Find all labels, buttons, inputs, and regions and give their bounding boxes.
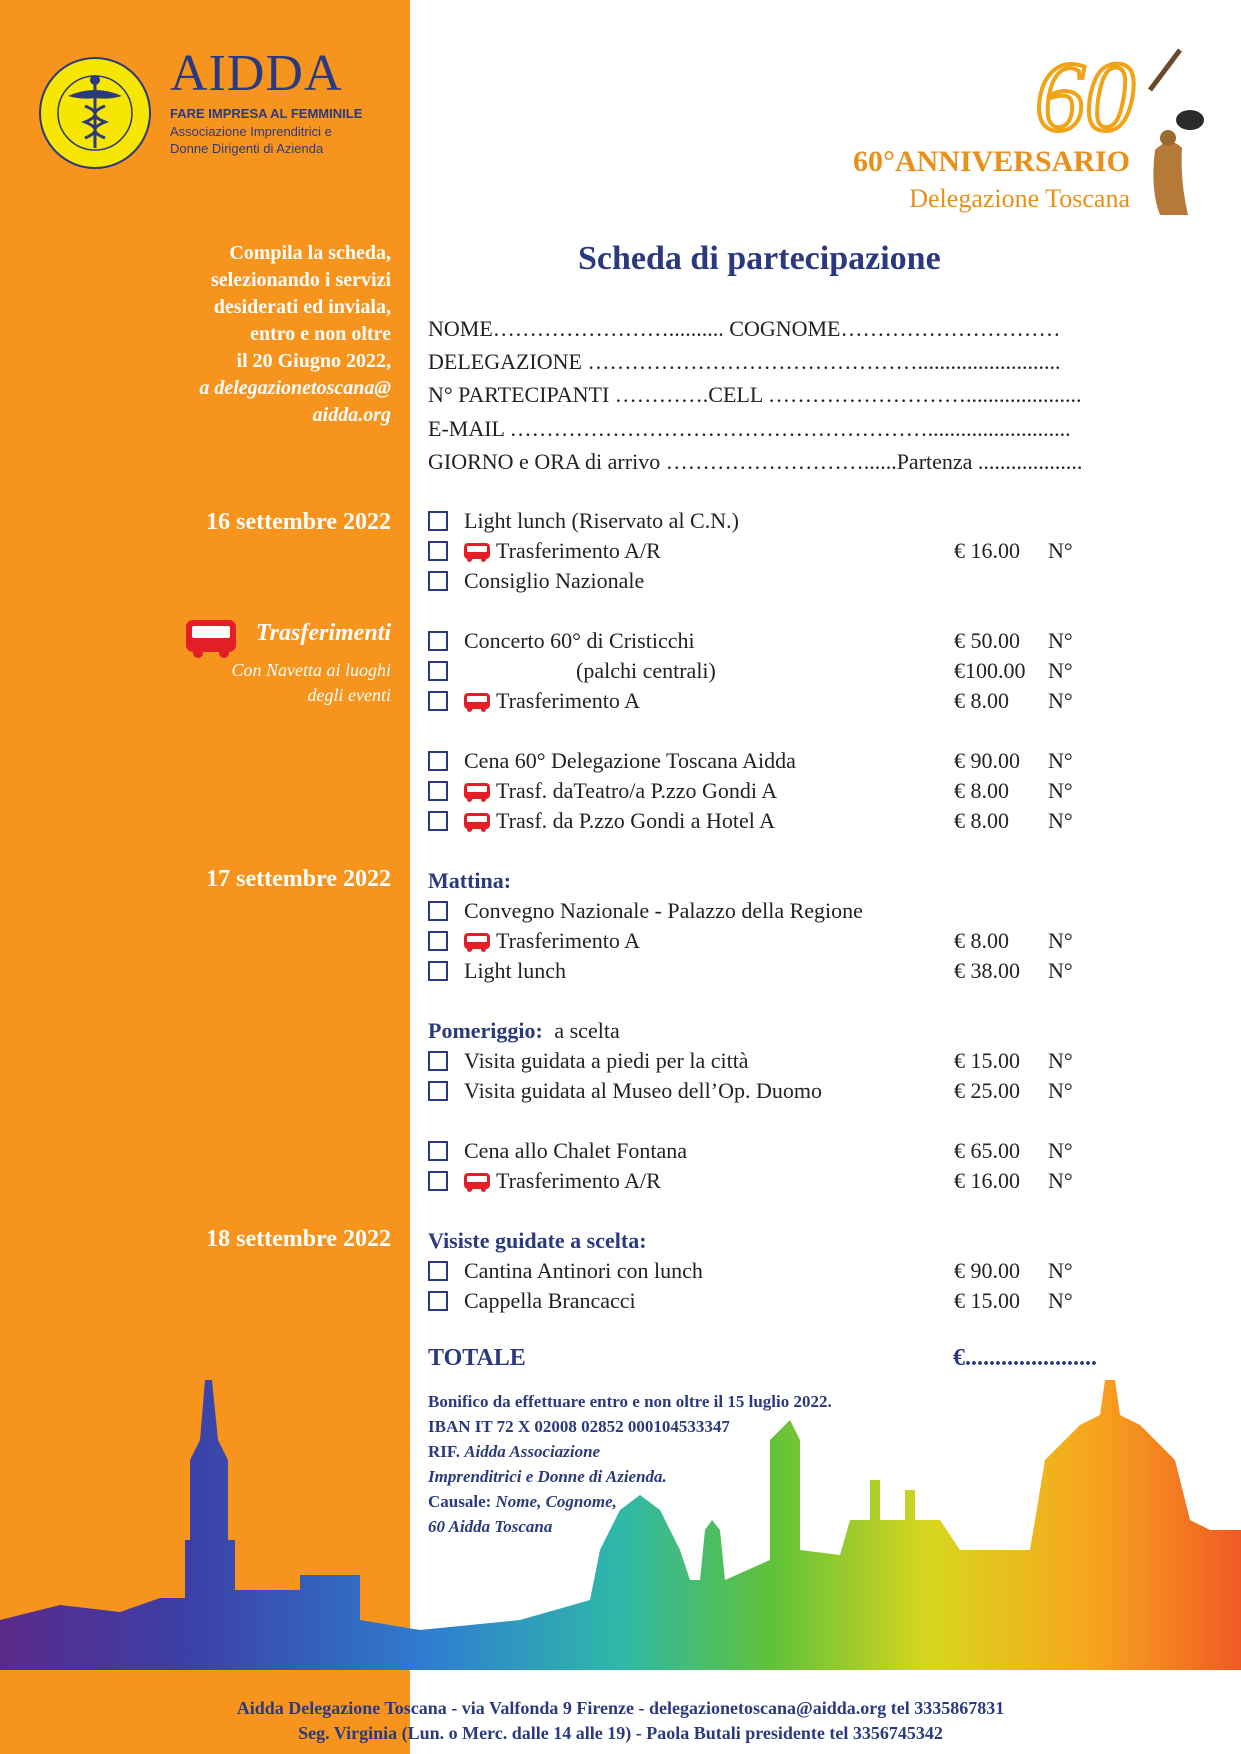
section-pomeriggio-note: a scelta [554, 1018, 620, 1043]
checkbox[interactable] [428, 691, 448, 711]
item-label: Convegno Nazionale - Palazzo della Regione [464, 898, 863, 923]
item-row [428, 688, 1088, 716]
item-label: Cena 60° Delegazione Toscana Aidda [464, 748, 796, 773]
item-price: € 15.00 [954, 1288, 1020, 1313]
item-price: € 90.00 [954, 1258, 1020, 1283]
item-label: Cena allo Chalet Fontana [464, 1138, 687, 1163]
item-row [428, 658, 1088, 686]
item-row [428, 808, 1088, 836]
item-row [428, 1168, 1088, 1196]
item-quantity[interactable]: N° [1048, 1258, 1073, 1283]
item-label: Concerto 60° di Cristicchi [464, 628, 695, 653]
item-quantity[interactable]: N° [1048, 1288, 1073, 1313]
item-label: Light lunch (Riservato al C.N.) [464, 508, 739, 533]
total-label: TOTALE [428, 1345, 526, 1371]
item-row [428, 1078, 1088, 1106]
item-row [428, 568, 1088, 596]
payment-iban: IBAN IT 72 X 02008 02852 000104533347 [428, 1417, 730, 1436]
intro-line: entro e non oltre [250, 323, 391, 345]
item-quantity[interactable]: N° [1048, 1048, 1073, 1073]
section-pomeriggio-label: Pomeriggio: [428, 1018, 543, 1043]
checkbox[interactable] [428, 1081, 448, 1101]
transfer-title: Trasferimenti [255, 620, 391, 646]
date-16-sept: 16 settembre 2022 [206, 509, 391, 535]
item-quantity[interactable]: N° [1048, 748, 1073, 773]
item-price: € 65.00 [954, 1138, 1020, 1163]
item-row [428, 538, 1088, 566]
item-quantity[interactable]: N° [1048, 958, 1073, 983]
payment-line-6: 60 Aidda Toscana [428, 1517, 553, 1536]
item-label: Trasferimento A [496, 688, 641, 713]
item-quantity[interactable]: N° [1048, 778, 1073, 803]
item-price: € 8.00 [954, 778, 1009, 803]
checkbox[interactable] [428, 781, 448, 801]
checkbox[interactable] [428, 961, 448, 981]
brand-assoc-1: Associazione Imprenditrici e [170, 124, 332, 139]
section-pomeriggio [428, 1018, 620, 1044]
item-quantity[interactable]: N° [1048, 688, 1073, 713]
bus-icon [464, 543, 490, 559]
item-row [428, 958, 1088, 986]
item-row [428, 628, 1088, 656]
item-row [428, 898, 1088, 926]
item-price: € 15.00 [954, 1048, 1020, 1073]
total-value[interactable]: €...................... [953, 1345, 1097, 1371]
item-row [428, 1258, 1088, 1286]
transfer-desc-1: Con Navetta ai luoghi [231, 660, 391, 680]
item-label: Visita guidata a piedi per la città [464, 1048, 749, 1073]
checkbox[interactable] [428, 1291, 448, 1311]
anniversary-title: 60°ANNIVERSARIO [852, 145, 1130, 178]
item-price: € 90.00 [954, 748, 1020, 773]
item-price: € 38.00 [954, 958, 1020, 983]
checkbox[interactable] [428, 1261, 448, 1281]
bus-icon [464, 933, 490, 949]
item-row [428, 1288, 1088, 1316]
item-label: Trasf. daTeatro/a P.zzo Gondi A [496, 778, 778, 803]
item-price: € 25.00 [954, 1078, 1020, 1103]
payment-causale [428, 1492, 617, 1512]
item-price: € 8.00 [954, 808, 1009, 833]
item-quantity[interactable]: N° [1048, 928, 1073, 953]
checkbox[interactable] [428, 1141, 448, 1161]
item-label: Trasferimento A [496, 928, 641, 953]
item-label: Cantina Antinori con lunch [464, 1258, 703, 1283]
date-17-sept: 17 settembre 2022 [206, 866, 391, 892]
item-label: Trasferimento A/R [496, 1168, 661, 1193]
checkbox[interactable] [428, 571, 448, 591]
item-quantity[interactable]: N° [1048, 1168, 1073, 1193]
checkbox[interactable] [428, 511, 448, 531]
field-arrivo-partenza[interactable]: GIORNO e ORA di arrivo ………………………......Partenza ................... [428, 449, 1083, 474]
checkbox[interactable] [428, 541, 448, 561]
bus-icon [464, 813, 490, 829]
aidda-logo [38, 56, 152, 170]
item-row [428, 928, 1088, 956]
payment-line-1: Bonifico da effettuare entro e non oltre il 15 luglio 2022. [428, 1392, 832, 1411]
payment-line-4: Imprenditrici e Donne di Azienda. [428, 1467, 667, 1486]
checkbox[interactable] [428, 1051, 448, 1071]
item-label: Consiglio Nazionale [464, 568, 645, 593]
item-row [428, 1138, 1088, 1166]
item-quantity[interactable]: N° [1048, 808, 1073, 833]
intro-email-2: aidda.org [312, 404, 391, 426]
item-row [428, 508, 1088, 536]
field-nome-cognome[interactable]: NOME…………………….......... COGNOME………………………… [428, 316, 1061, 341]
section-visite: Visiste guidate a scelta: [428, 1228, 647, 1253]
anniversary-subtitle: Delegazione Toscana [909, 184, 1130, 213]
payment-rif-text: Aidda Associazione [464, 1442, 601, 1461]
item-label: (palchi centrali) [576, 658, 716, 683]
brand-assoc-2: Donne Dirigenti di Azienda [170, 141, 324, 156]
item-label: Visita guidata al Museo dell’Op. Duomo [464, 1078, 822, 1103]
intro-line: selezionando i servizi [211, 269, 391, 291]
field-partecipanti-cell[interactable]: N° PARTECIPANTI ………….CELL ………………………..................... [428, 382, 1082, 407]
checkbox[interactable] [428, 931, 448, 951]
intro-line: Compila la scheda, [229, 242, 391, 264]
item-label: Trasf. da P.zzo Gondi a Hotel A [496, 808, 776, 833]
form-title: Scheda di partecipazione [578, 240, 941, 277]
item-price: € 16.00 [954, 538, 1020, 563]
checkbox[interactable] [428, 1171, 448, 1191]
item-quantity[interactable]: N° [1048, 1078, 1073, 1103]
checkbox[interactable] [428, 751, 448, 771]
field-delegazione[interactable]: DELEGAZIONE ……………………………………….......................... [428, 349, 1061, 374]
payment-rif-label: RIF. [428, 1442, 460, 1461]
item-price: € 8.00 [954, 928, 1009, 953]
anniversary-mark: 60 [1035, 41, 1135, 152]
item-label: Trasferimento A/R [496, 538, 661, 563]
item-row [428, 748, 1088, 776]
bus-icon [464, 783, 490, 799]
item-quantity[interactable]: N° [1048, 628, 1073, 653]
transfer-desc-2: degli eventi [307, 685, 391, 705]
checkbox[interactable] [428, 901, 448, 921]
checkbox[interactable] [428, 661, 448, 681]
bus-icon [464, 1173, 490, 1189]
field-email[interactable]: E-MAIL ………………………………………………….......................... [428, 416, 1071, 441]
sidebar-intro [199, 240, 391, 429]
item-price: € 16.00 [954, 1168, 1020, 1193]
payment-rif [428, 1442, 600, 1462]
item-row [428, 1048, 1088, 1076]
brand-name: AIDDA [170, 45, 343, 102]
item-label: Light lunch [464, 958, 567, 983]
brand-tagline: FARE IMPRESA AL FEMMINILE [170, 106, 363, 121]
intro-line: il 20 Giugno 2022, [236, 350, 391, 372]
item-price: € 8.00 [954, 688, 1009, 713]
intro-email-1: a delegazionetoscana@ [199, 377, 391, 399]
section-mattina: Mattina: [428, 868, 512, 893]
item-quantity[interactable]: N° [1048, 538, 1073, 563]
intro-line: desiderati ed inviala, [213, 296, 391, 318]
item-quantity[interactable]: N° [1048, 1138, 1073, 1163]
item-row [428, 778, 1088, 806]
date-18-sept: 18 settembre 2022 [206, 1226, 391, 1252]
item-price: €100.00 [954, 658, 1026, 683]
bus-icon [186, 620, 236, 652]
footer-line-2: Seg. Virginia (Lun. o Merc. dalle 14 alle 19) - Paola Butali presidente tel 3356745342 [298, 1723, 943, 1743]
checkbox[interactable] [428, 631, 448, 651]
payment-causale-text: Nome, Cognome, [495, 1492, 617, 1511]
checkbox[interactable] [428, 811, 448, 831]
footer-line-1: Aidda Delegazione Toscana - via Valfonda 9 Firenze - delegazionetoscana@aidda.org tel 3335867831 [236, 1698, 1005, 1718]
payment-causale-label: Causale: [428, 1492, 492, 1511]
item-label: Cappella Brancacci [464, 1288, 636, 1313]
bus-icon [464, 693, 490, 709]
item-price: € 50.00 [954, 628, 1020, 653]
item-quantity[interactable]: N° [1048, 658, 1073, 683]
